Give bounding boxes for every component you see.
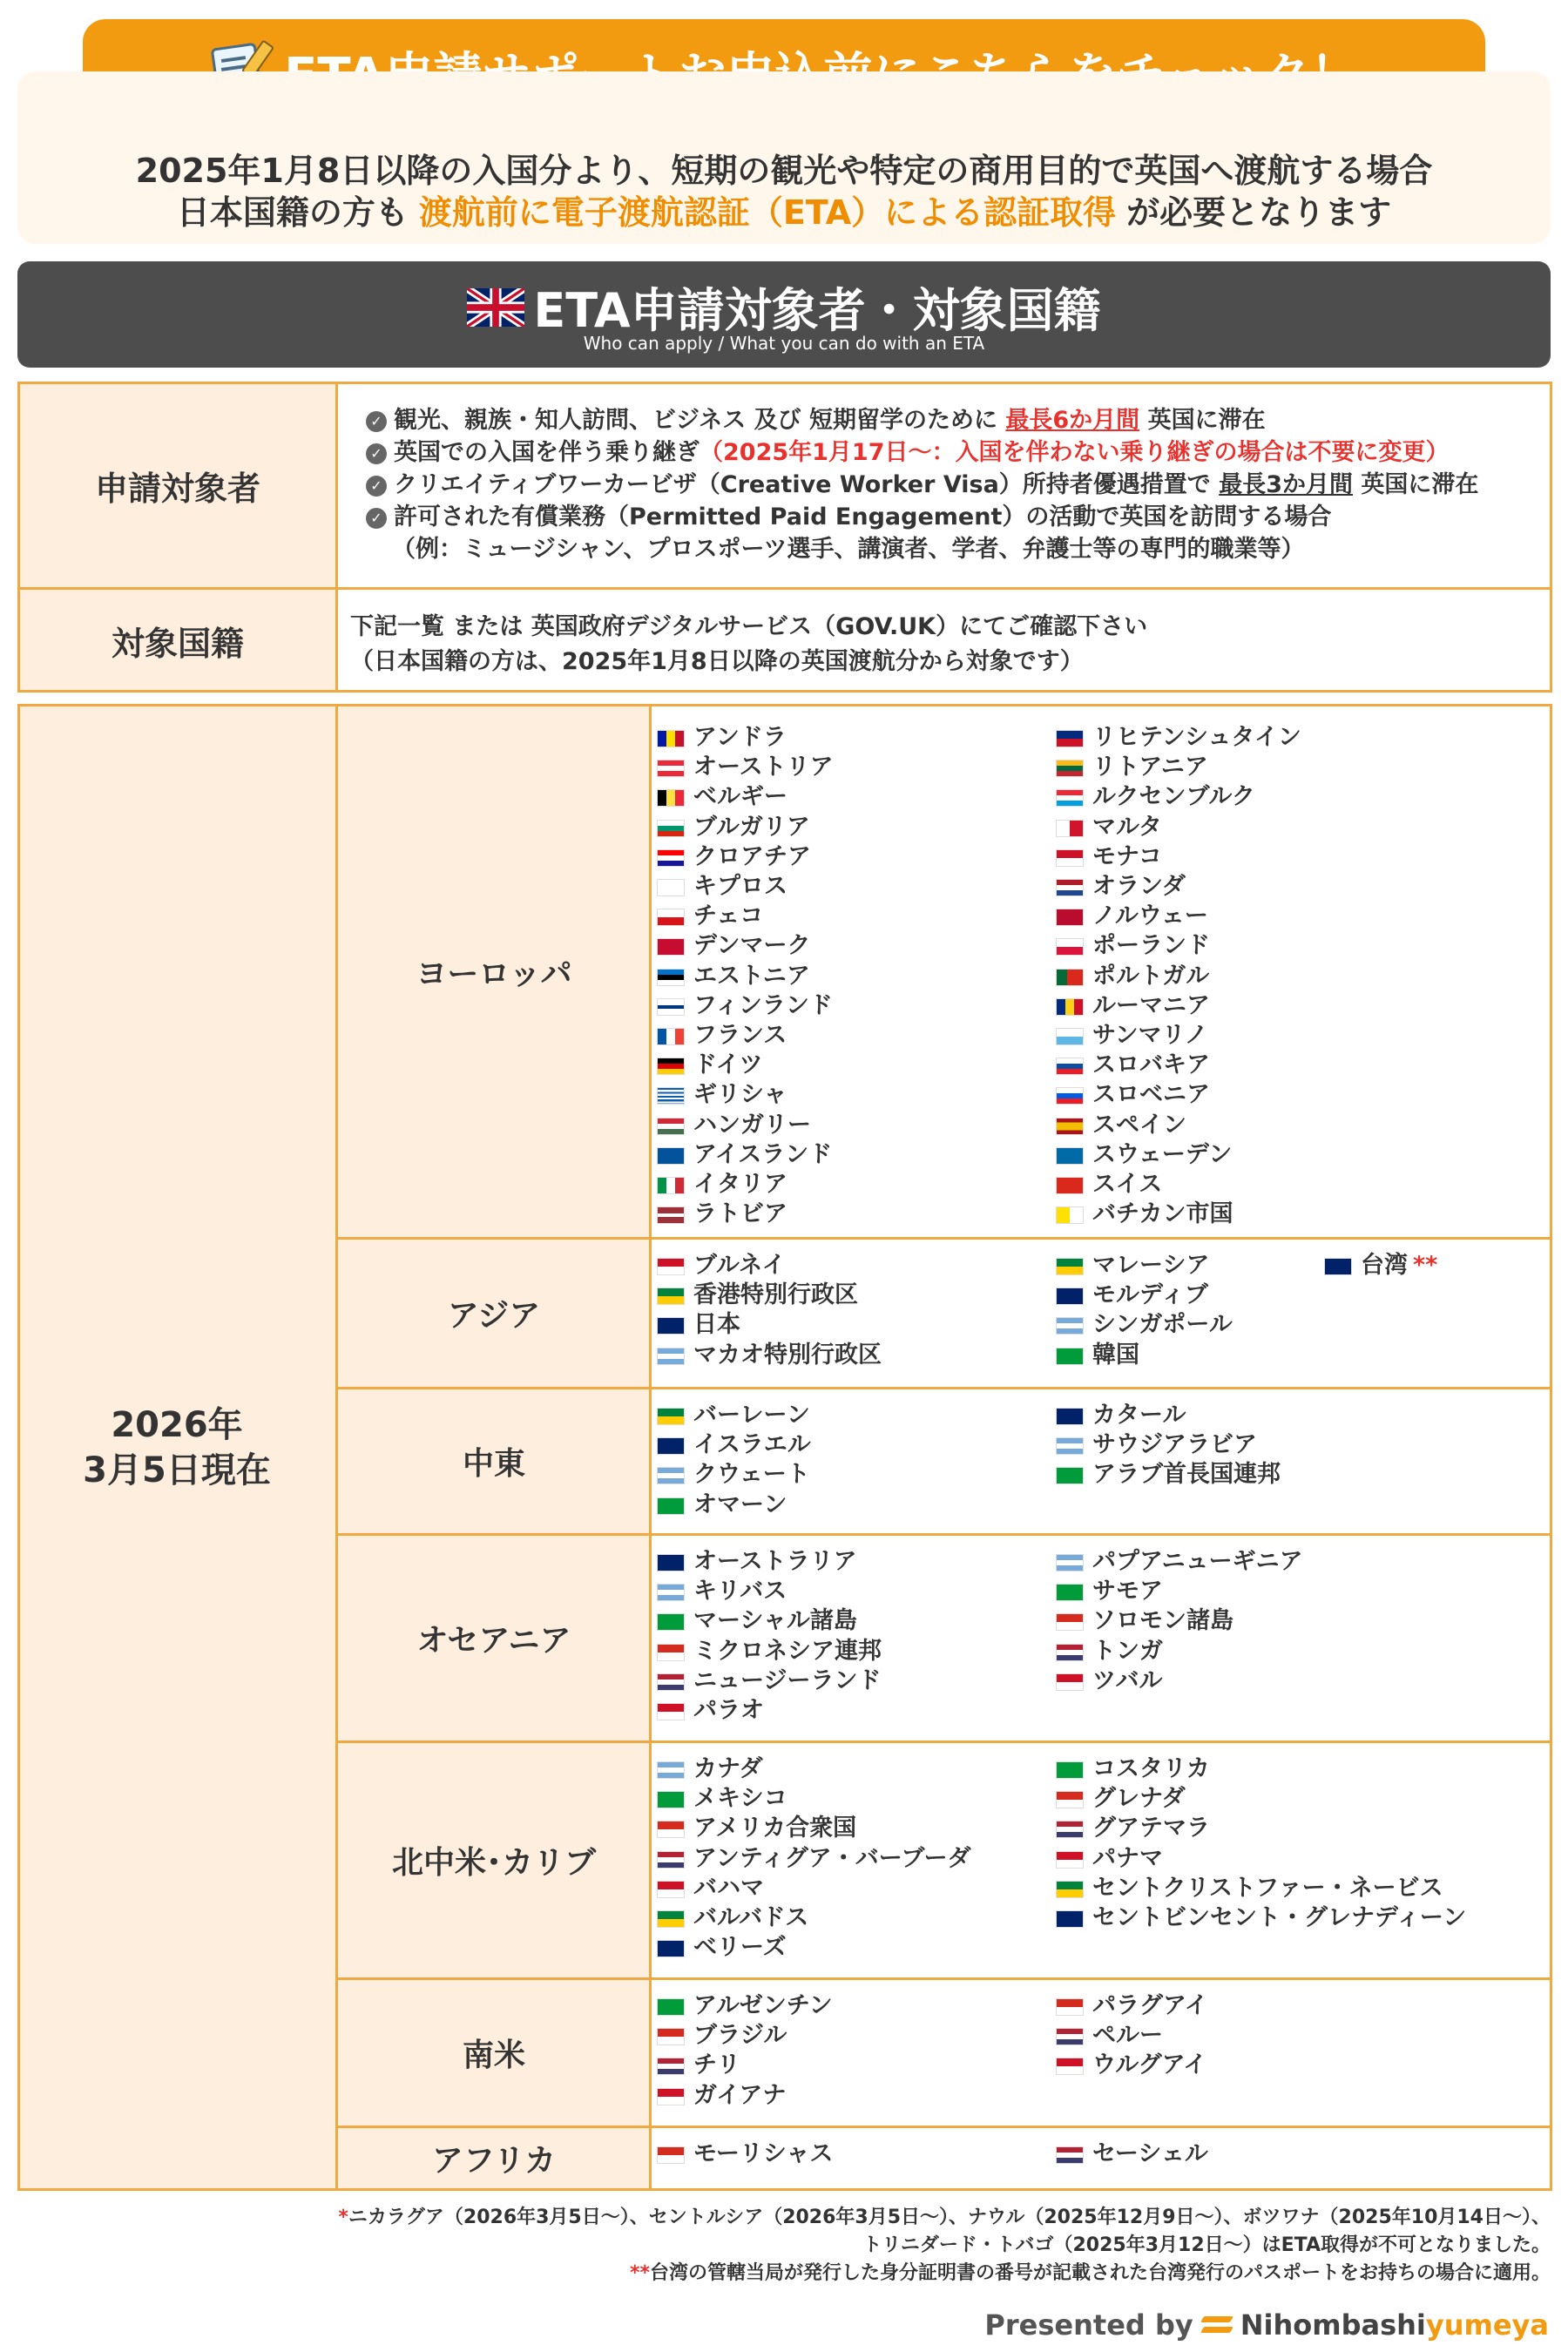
country-item — [1056, 2021, 1163, 2051]
country-flag-icon — [1056, 909, 1084, 926]
country-flag-icon — [657, 1821, 685, 1838]
country-flag-icon — [1056, 1791, 1084, 1808]
region-label: オセアニア — [416, 1622, 571, 1659]
country-name: モーリシャス — [693, 2140, 834, 2167]
country-name: ブルガリア — [693, 813, 810, 841]
country-item — [657, 813, 810, 842]
country-name: アメリカ合衆国 — [693, 1815, 857, 1842]
country-flag-icon — [657, 1206, 685, 1224]
country-name: イスラエル — [693, 1431, 811, 1459]
region-label: アジア — [447, 1297, 541, 1334]
region-label: アフリカ — [431, 2142, 557, 2179]
country-name: カタール — [1092, 1402, 1186, 1429]
country-flag-icon — [657, 1467, 685, 1484]
country-name: サモア — [1092, 1578, 1163, 1605]
country-item — [657, 1933, 787, 1963]
country-item — [657, 2051, 740, 2080]
country-flag-icon — [657, 2146, 685, 2164]
country-flag-icon — [657, 1554, 685, 1571]
country-item — [657, 1051, 763, 1080]
country-flag-icon — [1056, 1437, 1084, 1455]
country-name: マカオ特別行政区 — [693, 1341, 882, 1369]
country-item — [1056, 1874, 1443, 1903]
country-item — [657, 753, 834, 782]
country-item — [1056, 1310, 1233, 1340]
country-flag-icon — [1056, 1644, 1084, 1661]
country-item — [1056, 1814, 1210, 1843]
applicant-item-4: ✓ 許可された有償業務（Permitted Paid Engagement）の活動で英国を訪問する場合 — [366, 497, 1331, 531]
country-item — [1056, 1547, 1303, 1577]
country-item — [657, 1844, 971, 1874]
country-name: 韓国 — [1092, 1341, 1139, 1369]
country-flag-icon — [1056, 1206, 1084, 1224]
nihombashiyumeya-logo-icon — [1202, 2315, 1232, 2335]
country-name: バーレーン — [693, 1402, 810, 1429]
country-flag-icon — [1056, 1584, 1084, 1601]
country-flag-icon — [1056, 1288, 1084, 1305]
presented-by — [984, 2308, 1549, 2342]
country-flag-icon — [1056, 1821, 1084, 1838]
country-flag-icon — [657, 1998, 685, 2016]
country-item — [657, 842, 811, 872]
country-item — [657, 2021, 787, 2051]
country-item — [657, 1200, 787, 1229]
country-name: ラトビア — [693, 1200, 787, 1228]
country-name: セーシェル — [1092, 2140, 1208, 2167]
country-name: マルタ — [1092, 813, 1162, 841]
country-name: バチカン市国 — [1092, 1200, 1233, 1228]
country-name: ポーランド — [1092, 932, 1210, 960]
country-flag-icon — [1056, 1851, 1084, 1869]
country-item — [657, 1490, 787, 1520]
country-item — [657, 1281, 858, 1310]
country-item — [1056, 1784, 1186, 1814]
country-item — [1056, 782, 1255, 812]
country-name: ベルギー — [693, 783, 787, 811]
country-item — [657, 1903, 808, 1933]
country-item — [1324, 1251, 1437, 1281]
country-flag-icon — [1056, 1177, 1084, 1194]
country-name: ペルー — [1092, 2022, 1163, 2050]
region-label: ヨーロッパ — [416, 956, 572, 992]
country-item — [657, 2139, 833, 2169]
country-flag-icon — [657, 1087, 685, 1105]
country-name: チリ — [693, 2051, 740, 2079]
intro-line-2-post: が必要となります — [1126, 193, 1392, 232]
country-item — [657, 2081, 786, 2111]
country-flag-icon — [657, 1288, 685, 1305]
country-name: ギリシャ — [693, 1081, 787, 1109]
country-name: セントビンセント・グレナディーン — [1092, 1904, 1467, 1931]
country-flag-icon — [657, 1761, 685, 1779]
applicant-item-example: （例：ミュージシャン、プロスポーツ選手、講演者、学者、弁護士等の専門的職業等） — [392, 536, 1305, 563]
country-flag-icon — [657, 1791, 685, 1808]
country-item — [1056, 1401, 1186, 1430]
country-flag-icon — [1056, 760, 1084, 777]
country-item — [1056, 1666, 1162, 1696]
country-name: ポルトガル — [1092, 962, 1210, 990]
country-item — [1056, 1754, 1210, 1784]
country-item — [1056, 813, 1162, 842]
country-name: パプアニューギニア — [1092, 1548, 1303, 1575]
country-item — [657, 1606, 857, 1636]
taiwan-footnote-mark: ** — [1413, 1252, 1438, 1279]
country-item — [657, 1310, 740, 1340]
country-item — [657, 1637, 882, 1666]
country-name: モルディブ — [1092, 1281, 1208, 1309]
country-name: オランダ — [1092, 873, 1186, 900]
country-name: キプロス — [693, 873, 787, 900]
country-flag-icon — [1056, 1118, 1084, 1135]
country-flag-icon — [657, 1703, 685, 1720]
country-flag-icon — [1056, 2058, 1084, 2075]
country-item — [1056, 1991, 1208, 2021]
footnote-1b: トリニダード・トバゴ（2025年3月12日〜）はETA取得が不可となりました。 — [862, 2234, 1551, 2256]
country-flag-icon — [1056, 1058, 1084, 1075]
country-name: ルーマニア — [1092, 991, 1210, 1019]
intro-line-2-pre: 日本国籍の方も — [176, 193, 409, 232]
country-flag-icon — [657, 1028, 685, 1045]
country-item — [1056, 2051, 1206, 2080]
country-name: オーストリア — [693, 754, 834, 781]
country-flag-icon — [657, 1940, 685, 1957]
country-item — [657, 1401, 810, 1430]
country-item — [1056, 1460, 1281, 1490]
country-flag-icon — [657, 1613, 685, 1631]
country-flag-icon — [657, 1851, 685, 1869]
country-name: カナダ — [693, 1755, 763, 1782]
country-item — [657, 902, 763, 931]
country-name: リヒテンシュタイン — [1092, 724, 1301, 751]
country-flag-icon — [657, 1118, 685, 1135]
country-item — [1056, 931, 1210, 961]
country-name: 日本 — [693, 1311, 740, 1339]
country-name: アイスランド — [693, 1140, 833, 1168]
country-flag-icon — [657, 2088, 685, 2105]
country-flag-icon — [657, 1644, 685, 1661]
country-item — [1056, 1577, 1163, 1606]
country-name: ソロモン諸島 — [1092, 1607, 1233, 1635]
country-item — [1056, 1903, 1466, 1933]
country-item — [657, 1341, 882, 1370]
country-flag-icon — [1056, 820, 1084, 837]
country-name: アルゼンチン — [693, 1992, 833, 2019]
country-flag-icon — [1056, 1881, 1084, 1898]
country-name: 香港特別行政区 — [693, 1281, 858, 1309]
country-flag-icon — [1056, 938, 1084, 956]
country-item — [1056, 1281, 1208, 1310]
country-flag-icon — [1056, 849, 1084, 867]
country-flag-icon — [657, 1497, 685, 1515]
country-flag-icon — [1056, 1673, 1084, 1691]
country-name: スロバキア — [1092, 1051, 1210, 1079]
country-flag-icon — [1056, 1147, 1084, 1165]
country-flag-icon — [1056, 998, 1084, 1016]
applicant-item-2: ✓ 英国での入国を伴う乗り継ぎ（2025年1月17日〜：入国を伴わない乗り継ぎの場合は不要に変更） — [366, 433, 1450, 467]
country-name: ニュージーランド — [693, 1666, 882, 1694]
country-name: セントクリストファー・ネービス — [1092, 1874, 1443, 1902]
uk-flag-icon — [467, 288, 524, 327]
country-name: グレナダ — [1092, 1785, 1186, 1813]
country-flag-icon — [657, 1584, 685, 1601]
as-of-date: 2026年 3月5日現在 — [83, 1405, 271, 1490]
country-flag-icon — [1056, 1554, 1084, 1571]
country-item — [657, 1170, 787, 1200]
country-flag-icon — [1056, 1317, 1084, 1335]
country-flag-icon — [1056, 879, 1084, 896]
country-name: アンティグア・バーブーダ — [693, 1844, 971, 1872]
country-item — [1056, 1200, 1233, 1229]
country-flag-icon — [657, 879, 685, 896]
brand-main: Nihombashi — [1240, 2308, 1426, 2342]
country-name: パナマ — [1092, 1844, 1163, 1872]
country-name: トンガ — [1092, 1637, 1163, 1665]
country-name: ブルネイ — [693, 1252, 786, 1279]
country-name: フランス — [693, 1022, 787, 1049]
country-name: デンマーク — [693, 932, 811, 960]
country-item — [657, 1991, 833, 2021]
country-name: ウルグアイ — [1092, 2051, 1207, 2079]
country-flag-icon — [1324, 1258, 1352, 1275]
country-item — [657, 991, 833, 1021]
country-item — [1056, 1080, 1210, 1110]
country-item — [657, 1021, 787, 1051]
country-name: ノルウェー — [1092, 902, 1208, 930]
country-flag-icon — [1056, 1467, 1084, 1484]
region-label: 北中米･カリブ — [391, 1844, 596, 1881]
presented-prefix: Presented by — [984, 2308, 1193, 2342]
applicant-item-3: ✓ クリエイティブワーカービザ（Creative Worker Visa）所持者優遇措置で 最長3か月間 英国に滞在 — [366, 465, 1478, 499]
country-item — [657, 1577, 787, 1606]
country-name: クウェート — [693, 1461, 810, 1489]
country-item — [657, 1814, 856, 1843]
country-item — [657, 1251, 786, 1281]
country-item — [1056, 723, 1301, 753]
country-name: バルバドス — [693, 1904, 809, 1931]
country-flag-icon — [657, 2028, 685, 2045]
country-name: バハマ — [693, 1874, 764, 1902]
country-name: ガイアナ — [693, 2081, 787, 2109]
country-name: チェコ — [693, 902, 764, 930]
country-item — [657, 931, 810, 961]
check-circle-icon: ✓ — [366, 443, 387, 464]
country-name: サンマリノ — [1092, 1022, 1208, 1049]
country-name: コスタリカ — [1092, 1755, 1210, 1782]
country-name: スイス — [1092, 1171, 1163, 1198]
country-flag-icon — [1056, 1613, 1084, 1631]
country-item — [1056, 753, 1208, 782]
country-item — [657, 723, 787, 753]
country-name: アラブ首長国連邦 — [1092, 1461, 1281, 1489]
country-name: シンガポール — [1092, 1311, 1233, 1339]
country-item — [657, 1754, 763, 1784]
country-name: イタリア — [693, 1171, 787, 1198]
country-flag-icon — [657, 1317, 685, 1335]
country-item — [657, 1547, 857, 1577]
section-subtitle: Who can apply / What you can do with an ETA — [583, 333, 985, 354]
country-item — [1056, 1140, 1232, 1170]
country-flag-icon — [657, 1177, 685, 1194]
country-item — [657, 1430, 811, 1460]
country-item — [657, 1696, 764, 1726]
country-item — [657, 962, 810, 991]
country-flag-icon — [657, 1881, 685, 1898]
country-item — [657, 1666, 881, 1696]
brand-accent: yumeya — [1425, 2308, 1549, 2342]
country-flag-icon — [657, 849, 685, 867]
country-item — [1056, 842, 1162, 872]
country-flag-icon — [657, 760, 685, 777]
country-item — [1056, 1170, 1162, 1200]
footnote-2: **台湾の管轄当局が発行した身分証明書の番号が記載された台湾発行のパスポートをお持ちの場合に適用。 — [629, 2262, 1551, 2284]
country-name: ミクロネシア連邦 — [693, 1637, 882, 1665]
country-name: マーシャル諸島 — [693, 1607, 857, 1635]
country-item — [1056, 962, 1209, 991]
country-item — [1056, 902, 1208, 931]
country-item — [1056, 1637, 1163, 1666]
country-flag-icon — [657, 789, 685, 807]
country-item — [657, 872, 787, 902]
country-flag-icon — [657, 1437, 685, 1455]
country-flag-icon — [1056, 2028, 1084, 2045]
country-name: オーストラリア — [693, 1548, 857, 1575]
country-flag-icon — [1056, 1910, 1084, 1928]
country-item — [1056, 2139, 1208, 2169]
country-name: ベリーズ — [693, 1934, 787, 1962]
country-name: リトアニア — [1092, 754, 1208, 781]
applicants-label: 申請対象者 — [94, 469, 260, 508]
country-flag-icon — [1056, 1028, 1084, 1045]
country-flag-icon — [1056, 969, 1084, 986]
country-name: クロアチア — [693, 842, 811, 870]
country-name: エストニア — [693, 962, 810, 990]
country-flag-icon — [657, 2058, 685, 2075]
country-item — [657, 782, 787, 812]
country-flag-icon — [657, 1673, 685, 1691]
intro-highlight: 渡航前に電子渡航認証（ETA）による認証取得 — [418, 193, 1117, 232]
country-flag-icon — [657, 1910, 685, 1928]
country-name: アンドラ — [693, 724, 787, 751]
country-name: パラグアイ — [1092, 1992, 1208, 2019]
country-name: スウェーデン — [1092, 1140, 1233, 1168]
country-name: グアテマラ — [1092, 1815, 1210, 1842]
country-name: キリバス — [693, 1578, 787, 1605]
country-item — [657, 1111, 811, 1140]
country-item — [657, 1140, 832, 1170]
country-name: サウジアラビア — [1092, 1431, 1257, 1459]
country-flag-icon — [657, 1147, 685, 1165]
country-flag-icon — [1056, 1348, 1084, 1365]
country-flag-icon — [657, 730, 685, 747]
footnote-1: *ニカラグア（2026年3月5日〜）、セントルシア（2026年3月5日〜）、ナウル（2025年12月9日〜）、ボツワナ（2025年10月14日〜）、 — [338, 2207, 1551, 2228]
country-name: ドイツ — [693, 1051, 763, 1079]
country-item — [1056, 1021, 1208, 1051]
country-flag-icon — [1056, 1761, 1084, 1779]
region-label: 南米 — [462, 2037, 525, 2073]
country-item — [657, 1784, 787, 1814]
country-name: 台湾 — [1361, 1252, 1408, 1279]
country-flag-icon — [657, 998, 685, 1016]
nationality-line-2: （日本国籍の方は、2025年1月8日以降の英国渡航分から対象です） — [350, 648, 1084, 675]
country-name: ブラジル — [693, 2022, 787, 2050]
country-item — [657, 1080, 787, 1110]
country-name: ツバル — [1092, 1666, 1163, 1694]
country-name: モナコ — [1092, 842, 1162, 870]
country-flag-icon — [1056, 1998, 1084, 2016]
country-flag-icon — [657, 1408, 685, 1425]
country-flag-icon — [657, 938, 685, 956]
country-flag-icon — [1056, 789, 1084, 807]
country-item — [1056, 1430, 1257, 1460]
country-flag-icon — [1056, 2146, 1084, 2164]
country-flag-icon — [1056, 1408, 1084, 1425]
country-item — [1056, 991, 1210, 1021]
check-circle-icon: ✓ — [366, 508, 387, 529]
country-name: フィンランド — [693, 991, 833, 1019]
country-flag-icon — [1056, 1258, 1084, 1275]
country-flag-icon — [657, 1348, 685, 1365]
country-item — [1056, 872, 1186, 902]
country-name: パラオ — [693, 1697, 764, 1724]
nationality-label: 対象国籍 — [111, 624, 244, 663]
country-flag-icon — [1056, 730, 1084, 747]
country-item — [1056, 1111, 1186, 1140]
country-item — [1056, 1606, 1233, 1636]
nationality-line-1: 下記一覧 または 英国政府デジタルサービス（GOV.UK）にてご確認下さい — [350, 613, 1148, 640]
section-title: ETA申請対象者・対象国籍 — [533, 283, 1101, 338]
region-label: 中東 — [462, 1445, 525, 1482]
check-circle-icon: ✓ — [366, 476, 387, 497]
country-name: メキシコ — [693, 1785, 787, 1813]
country-item — [657, 1874, 764, 1903]
country-item — [1056, 1341, 1139, 1370]
intro-line-2 — [17, 186, 1551, 233]
country-item — [1056, 1051, 1210, 1080]
country-name: スロベニア — [1092, 1081, 1210, 1109]
country-name: ルクセンブルク — [1092, 783, 1255, 811]
country-flag-icon — [657, 1258, 685, 1275]
country-flag-icon — [657, 1058, 685, 1075]
country-name: マレーシア — [1092, 1252, 1210, 1279]
country-name: スペイン — [1092, 1111, 1186, 1139]
country-flag-icon — [657, 820, 685, 837]
country-name: オマーン — [693, 1490, 787, 1518]
country-item — [1056, 1844, 1163, 1874]
intro-line-1: 2025年1月8日以降の入国分より、短期の観光や特定の商用目的で英国へ渡航する場合 — [135, 152, 1433, 190]
country-flag-icon — [1056, 1087, 1084, 1105]
country-item — [1056, 1251, 1209, 1281]
check-circle-icon: ✓ — [366, 411, 387, 432]
country-item — [657, 1460, 810, 1490]
section-header — [17, 261, 1551, 368]
country-flag-icon — [657, 969, 685, 986]
applicant-item-1: ✓ 観光、親族・知人訪問、ビジネス 及び 短期留学のために 最長6か月間 英国に滞在 — [366, 401, 1266, 435]
country-flag-icon — [657, 909, 685, 926]
country-name: ハンガリー — [693, 1111, 811, 1139]
